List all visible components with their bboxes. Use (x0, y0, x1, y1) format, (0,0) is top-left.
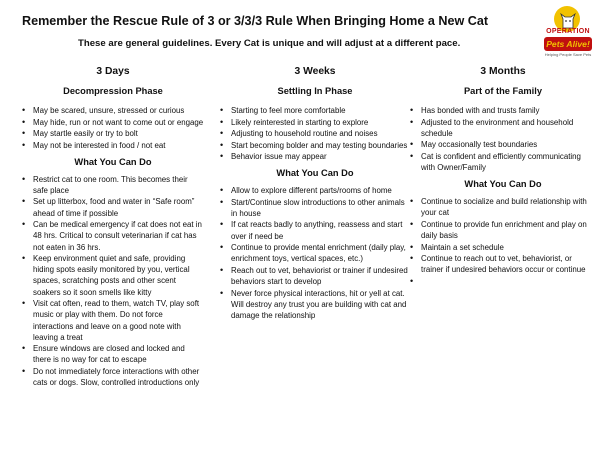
list-item: • Behavior issue may appear (220, 151, 410, 162)
column-3-weeks (220, 66, 410, 321)
logo-text-pets-alive: Pets Alive! (544, 37, 592, 51)
column-3-months (410, 66, 596, 276)
phase-heading: Part of the Family (463, 86, 542, 96)
list-item: • Reach out to vet, behaviorist or trainer if undesired behaviors start to develop (220, 265, 410, 287)
action-list (410, 196, 596, 275)
list-item: • Continue to reach out to vet, behaviorist, or trainer if undesired behaviors occur or continue (410, 253, 596, 275)
actions-heading: What You Can Do (74, 156, 152, 167)
list-item: • May occasionally test boundaries (410, 139, 596, 150)
list-item: • Can be medical emergency if cat does not eat in 48 hrs. Critical to consult veterinarian if cat has not eaten in 36 hrs. (22, 219, 204, 253)
column-title: 3 Weeks (294, 66, 336, 77)
page-title: Remember the Rescue Rule of 3 or 3/3/3 Rule When Bringing Home a New Cat (22, 14, 489, 28)
list-item: • Continue to provide fun enrichment and play on daily basis (410, 219, 596, 241)
list-item: • Never force physical interactions, hit or yell at cat. Will destroy any trust you are building with cat and damage the relationship (220, 288, 410, 322)
behavior-list (220, 105, 410, 162)
phase-heading: Decompression Phase (63, 86, 163, 96)
column-title: 3 Months (480, 66, 526, 77)
list-item: • May hide, run or not want to come out or engage (22, 117, 204, 128)
list-item: • Has bonded with and trusts family (410, 105, 596, 116)
actions-heading: What You Can Do (464, 179, 542, 190)
action-list (22, 174, 204, 389)
list-item: • If cat reacts badly to anything, reassess and start over if need be (220, 219, 410, 241)
page-subtitle: These are general guidelines. Every Cat is unique and will adjust at a different pace. (78, 38, 461, 49)
list-item: • Set up litterbox, food and water in “Safe room” ahead of time if possible (22, 196, 204, 218)
list-item: • May be scared, unsure, stressed or curious (22, 105, 204, 116)
logo-tagline: Helping People Save Pets (544, 52, 592, 57)
list-item: • Starting to feel more comfortable (220, 105, 410, 116)
column-title: 3 Days (96, 66, 130, 77)
list-item: • Allow to explore different parts/rooms of home (220, 185, 410, 196)
actions-heading: What You Can Do (276, 168, 354, 179)
list-item: • May not be interested in food / not eat (22, 140, 204, 151)
list-item: • Likely reinterested in starting to explore (220, 117, 410, 128)
list-item: • Adjusted to the environment and household schedule (410, 117, 596, 139)
list-item: • Visit cat often, read to them, watch TV, play soft music or play with them. Do not force interactions and leave on a good note with leaving a treat (22, 298, 204, 343)
list-item: • Start/Continue slow introductions to other animals in house (220, 197, 410, 219)
list-item: • Ensure windows are closed and locked and there is no way for cat to escape (22, 343, 204, 365)
action-list (220, 185, 410, 321)
operation-pets-alive-logo (540, 6, 596, 62)
list-item: • Do not immediately force interactions with other cats or dogs. Slow, controlled introductions only (22, 366, 204, 388)
list-item: • Continue to socialize and build relationship with your cat (410, 196, 596, 218)
phase-heading: Settling In Phase (277, 86, 353, 96)
list-item: • Restrict cat to one room. This becomes their safe place (22, 174, 204, 196)
cat-silhouette-icon (558, 10, 578, 30)
list-item: • Adjusting to household routine and noises (220, 128, 410, 139)
list-item: • Keep environment quiet and safe, providing hiding spots easily monitored by you, vertical spaces, scratching posts and other scent soakers so it soon smells like kitty (22, 253, 204, 298)
list-item: • Maintain a set schedule (410, 242, 596, 253)
list-item: • Continue to provide mental enrichment (daily play, enrichment toys, vertical spaces, etc.) (220, 242, 410, 264)
list-item: • Start becoming bolder and may testing boundaries (220, 140, 410, 151)
list-item: • Cat is confident and efficiently communicating with Owner/Family (410, 151, 596, 173)
list-item: • May startle easily or try to bolt (22, 128, 204, 139)
column-3-days (22, 66, 204, 389)
logo-text-operation: OPERATION (546, 28, 590, 35)
behavior-list (410, 105, 596, 173)
behavior-list (22, 105, 204, 151)
